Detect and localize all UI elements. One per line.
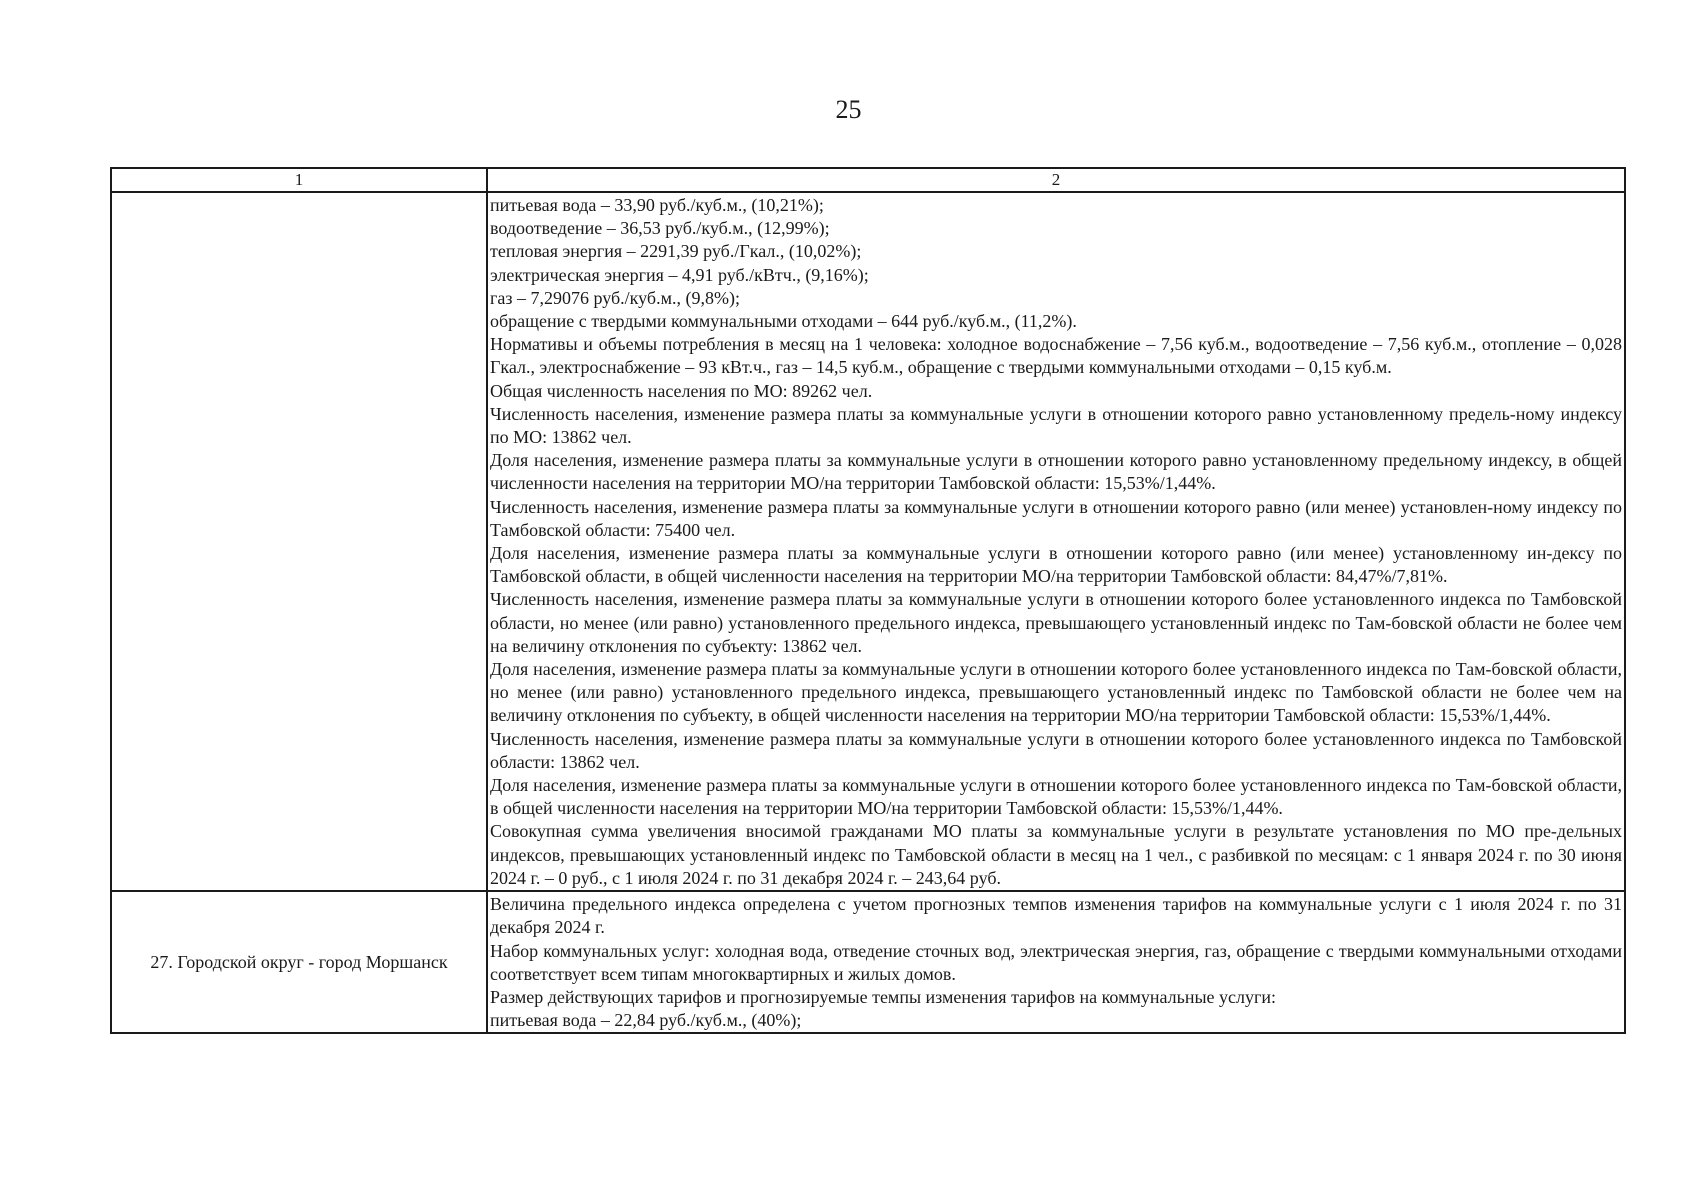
tariff-gas-line: газ – 7,29076 руб./куб.м., (9,8%); bbox=[490, 287, 740, 308]
row2-col2-cell bbox=[487, 891, 1625, 1033]
consumption-norms-paragraph: Нормативы и объемы потребления в месяц на 1 человека: холодное водоснабжение – 7,56 куб.м., водоотведение – 7,56 куб.м., отопление – 0,028 Гкал., электроснабжение – 93 кВт.ч., газ – 14,5 куб.м., обращение с твердыми коммунальными отходами – 0,15 куб.м. bbox=[490, 334, 1622, 378]
population-within-deviation-paragraph: Численность населения, изменение размера платы за коммунальные услуги в отношении которого более установленного индекса по Тамбовской области, но менее (или равно) установленного предельного индекса, превышающего установленный индекс по Там-бовской области не более чем на величину отклонения по субъекту: 13862 чел. bbox=[490, 589, 1622, 656]
tariff-heat-line: тепловая энергия – 2291,39 руб./Гкал., (10,02%); bbox=[490, 241, 862, 262]
tariffs-intro-paragraph: Размер действующих тарифов и прогнозируемые темпы изменения тарифов на коммунальные услуги: bbox=[490, 986, 1277, 1007]
population-equal-or-less-paragraph: Численность населения, изменение размера платы за коммунальные услуги в отношении которого равно (или менее) установлен-ному индексу по Тамбовской области: 75400 чел. bbox=[490, 496, 1622, 540]
limit-index-paragraph: Величина предельного индекса определена с учетом прогнозных темпов изменения тарифов на коммунальные услуги с 1 июля 2024 г. по 31 декабря 2024 г. bbox=[490, 894, 1622, 938]
tariff-water-line: питьевая вода – 22,84 руб./куб.м., (40%); bbox=[490, 1010, 802, 1031]
tariff-drainage-line: водоотведение – 36,53 руб./куб.м., (12,99%); bbox=[490, 218, 830, 239]
table-header-row bbox=[111, 168, 1625, 192]
row1-col2-cell bbox=[487, 192, 1625, 891]
population-equal-limit-paragraph: Численность населения, изменение размера платы за коммунальные услуги в отношении которого равно установленному предель-ному индексу по МО: 13862 чел. bbox=[490, 403, 1622, 448]
population-above-index-paragraph: Численность населения, изменение размера платы за коммунальные услуги в отношении которого более установленного индекса по Тамбовской области: 13862 чел. bbox=[490, 728, 1622, 772]
share-equal-or-less-paragraph: Доля населения, изменение размера платы за коммунальные услуги в отношении которого равно (или менее) установленному ин-дексу по Тамбовской области, в общей численности населения на территории МО/на территории Тамбовской области: 84,47%/7,81%. bbox=[490, 543, 1622, 587]
share-within-deviation-paragraph: Доля населения, изменение размера платы за коммунальные услуги в отношении которого более установленного индекса по Там-бовской области, но менее (или равно) установленного предельного индекса, превышающего установленный индекс по Тамбовской области не более чем на величину отклонения по субъекту, в общей численности населения на территории МО/на территории Тамбовской области: 15,53%/1,44%. bbox=[490, 659, 1622, 726]
tariff-waste-line: обращение с твердыми коммунальными отходами – 644 руб./куб.м., (11,2%). bbox=[490, 311, 1077, 332]
tariff-water-line: питьевая вода – 33,90 руб./куб.м., (10,21%); bbox=[490, 195, 824, 215]
total-increase-paragraph: Совокупная сумма увеличения вносимой гражданами МО платы за коммунальные услуги в результате установления по МО пре-дельных индексов, превышающих установленный индекс по Тамбовской области в месяц на 1 чел., с разбивкой по месяцам: с 1 января 2024 г. по 30 июня 2024 г. – 0 руб., с 1 июля 2024 г. по 31 декабря 2024 г. – 243,64 руб. bbox=[490, 821, 1622, 888]
column-header-1: 1 bbox=[111, 168, 487, 192]
total-population-paragraph: Общая численность населения по МО: 89262 чел. bbox=[490, 380, 873, 401]
share-above-index-paragraph: Доля населения, изменение размера платы за коммунальные услуги в отношении которого более установленного индекса по Там-бовской области, в общей численности населения на территории МО/на территории Тамбовской области: 15,53%/1,44%. bbox=[490, 775, 1622, 819]
municipality-name-cell: 27. Городской округ - город Моршанск bbox=[111, 891, 487, 1033]
page-number: 25 bbox=[835, 95, 862, 124]
services-set-paragraph: Набор коммунальных услуг: холодная вода, отведение сточных вод, электрическая энергия, газ, обращение с твердыми коммунальными отходами соответствует всем типам многоквартирных и жилых домов. bbox=[490, 940, 1622, 984]
row1-col1-cell bbox=[111, 192, 487, 891]
table-row bbox=[111, 192, 1625, 891]
share-equal-limit-paragraph: Доля населения, изменение размера платы за коммунальные услуги в отношении которого равно установленному предельному индексу, в общей численности населения на территории МО/на территории Тамбовской области: 15,53%/1,44%. bbox=[490, 450, 1622, 494]
document-table bbox=[110, 167, 1626, 1034]
column-header-2: 2 bbox=[487, 168, 1625, 192]
table-row bbox=[111, 891, 1625, 1033]
tariff-electricity-line: электрическая энергия – 4,91 руб./кВтч., (9,16%); bbox=[490, 264, 869, 285]
